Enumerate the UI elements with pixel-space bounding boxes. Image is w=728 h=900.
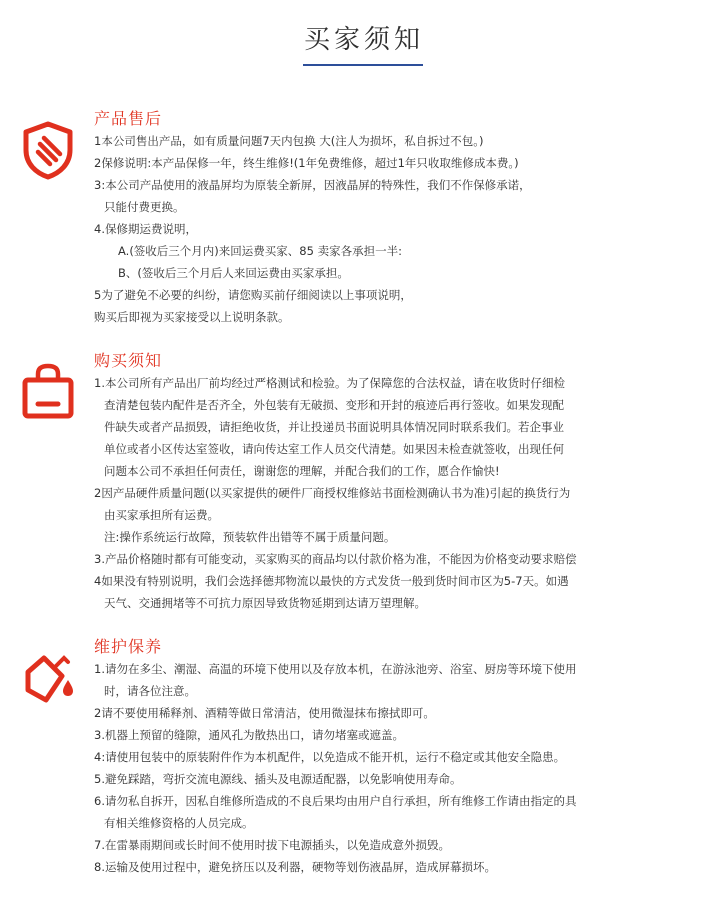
shield-icon (18, 120, 78, 180)
list-item: 4.保修期运费说明， (94, 222, 197, 236)
shopping-bag-icon (18, 362, 78, 422)
title-underline (303, 64, 423, 66)
list-item: 件缺失或者产品损毁，请拒绝收货，并让投递员书面说明具体情况同时联系我们。若企事业 (104, 420, 564, 434)
list-item: 由买家承担所有运费。 (104, 508, 219, 522)
list-item: 1本公司售出产品，如有质量问题7天内包换 大(注人为损坏，私自拆过不包。) (94, 134, 484, 148)
list-item: 5为了避免不必要的纠纷，请您购买前仔细阅读以上事项说明， (94, 288, 412, 302)
purchase-notice-list (94, 372, 714, 614)
list-item: 4如果没有特别说明，我们会选择德邦物流以最快的方式发货一般到货时间市区为5-7天。如遇 (94, 574, 569, 588)
list-item: 2保修说明:本产品保修一年，终生维修!(1年免费维修，超过1年只收取维修成本费。) (94, 156, 519, 170)
list-item: 问题本公司不承担任何责任，谢谢您的理解，并配合我们的工作，愿合作愉快! (104, 464, 500, 478)
purchase-notice-title: 购买须知 (94, 351, 163, 370)
list-item: 6.请勿私自拆开，因私自维修所造成的不良后果均由用户自行承担，所有维修工作请由指定的具 (94, 794, 577, 808)
list-item: 3:本公司产品使用的液晶屏均为原装全新屏，因液晶屏的特殊性，我们不作保修承诺， (94, 178, 531, 192)
page-title: 买家须知 (303, 25, 424, 55)
list-item: B、(签收后三个月后人来回运费由买家承担。 (118, 266, 349, 280)
list-item: 4:请使用包装中的原装附件作为本机配件，以免造成不能开机，运行不稳定或其他安全隐患。 (94, 750, 566, 764)
list-item: A.(签收后三个月内)来回运费买家、85 卖家各承担一半: (118, 244, 402, 258)
list-item: 8.运输及使用过程中，避免挤压以及利器，硬物等划伤液晶屏，造成屏幕损坏。 (94, 860, 496, 874)
list-item: 2请不要使用稀释剂、酒精等做日常清洁，使用微湿抹布擦拭即可。 (94, 706, 435, 720)
oil-can-icon (18, 650, 78, 710)
list-item: 1.本公司所有产品出厂前均经过严格测试和检验。为了保障您的合法权益，请在收货时仔细检 (94, 376, 565, 390)
list-item: 购买后即视为买家接受以上说明条款。 (94, 310, 290, 324)
list-item: 2因产品硬件质量问题(以买家提供的硬件厂商授权维修站书面检测确认书为准)引起的换货行为 (94, 486, 571, 500)
list-item: 天气、交通拥堵等不可抗力原因导致货物延期到达请万望理解。 (104, 596, 426, 610)
list-item: 单位或者小区传达室签收，请向传达室工作人员交代清楚。如果因未检查就签收，出现任何 (104, 442, 564, 456)
list-item: 查清楚包装内配件是否齐全，外包装有无破损、变形和开封的痕迹后再行签收。如果发现配 (104, 398, 564, 412)
maintenance-title: 维护保养 (94, 637, 163, 656)
list-item: 1.请勿在多尘、潮湿、高温的环境下使用以及存放本机，在游泳池旁、浴室、厨房等环境下使用 (94, 662, 577, 676)
list-item: 7.在雷暴雨期间或长时间不使用时拔下电源插头，以免造成意外损毁。 (94, 838, 450, 852)
list-item: 3.机器上预留的缝隙，通风孔为散热出口，请勿堵塞或遮盖。 (94, 728, 404, 742)
list-item: 5.避免踩踏，弯折交流电源线、插头及电源适配器，以免影响使用寿命。 (94, 772, 462, 786)
after-sales-title: 产品售后 (94, 109, 163, 128)
list-item: 3.产品价格随时都有可能变动，买家购买的商品均以付款价格为准，不能因为价格变动要求赔偿 (94, 552, 577, 566)
list-item: 时，请各位注意。 (104, 684, 196, 698)
list-item: 只能付费更换。 (104, 200, 185, 214)
list-item: 有相关维修资格的人员完成。 (104, 816, 254, 830)
list-item: 注:操作系统运行故障，预装软件出错等不属于质量问题。 (104, 530, 396, 544)
maintenance-list (94, 658, 714, 878)
after-sales-list (94, 130, 714, 328)
